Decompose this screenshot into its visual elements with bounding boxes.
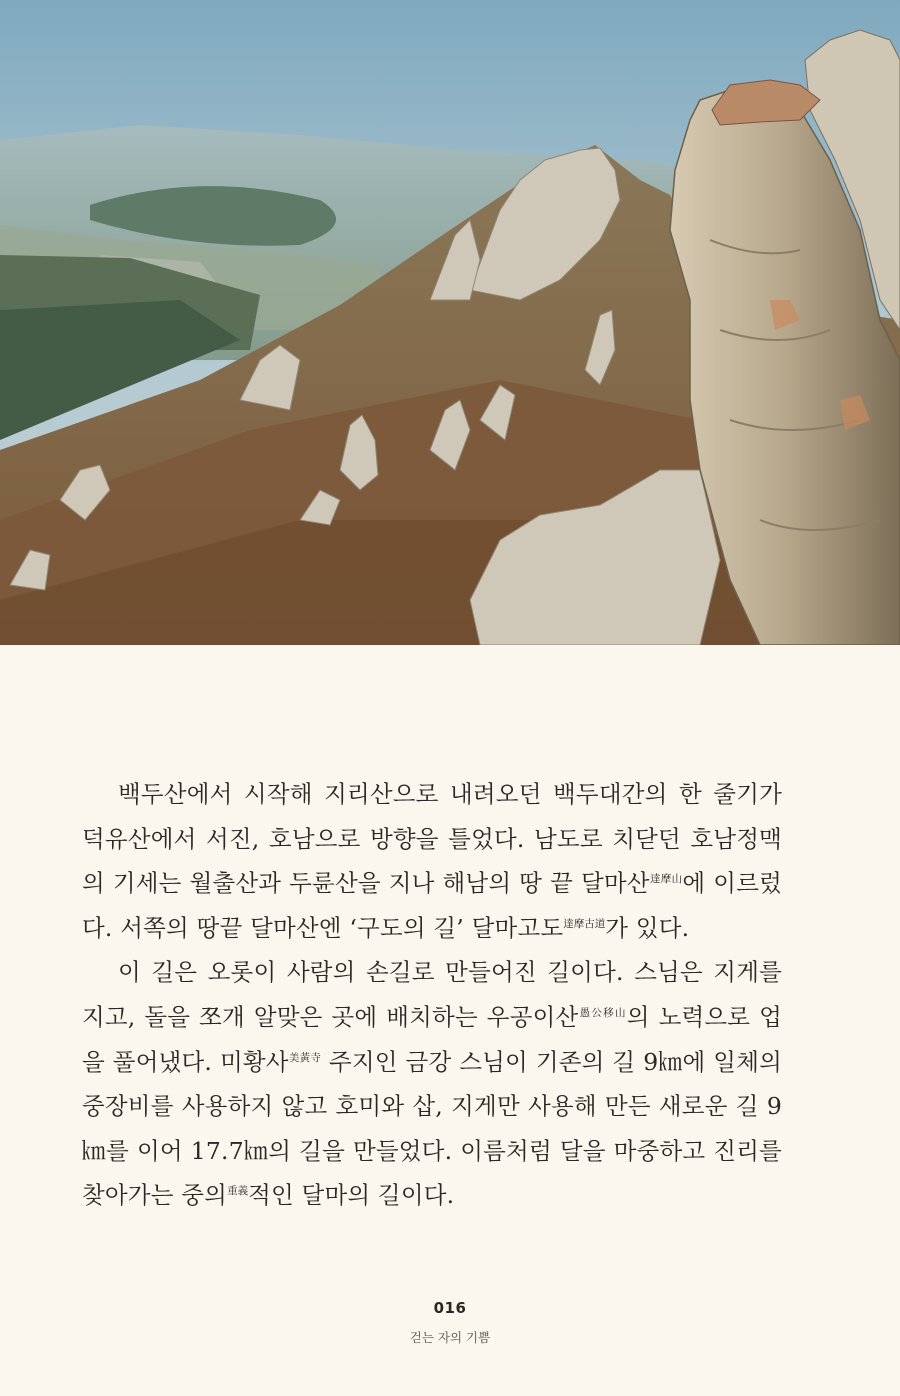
hanja-annotation: 重義 <box>227 1185 249 1198</box>
hanja-annotation: 達摩山 <box>649 873 683 886</box>
text-run: 백두산에서 시작해 지리산으로 내려오던 백두대간의 한 줄기가 덕유산에서 서진, 호남으로 방향을 틀었다. 남도로 치닫던 호남정맥의 기세는 월출산과 두륜산을 지나 해남의 땅 끝 달마산 <box>82 780 782 898</box>
text-run: 에 이르렀다. 서쪽의 땅끝 달마산엔 ‘구도의 길’ 달마고도 <box>82 869 783 942</box>
text-run: 이 길은 오롯이 사람의 손길로 만들어진 길이다. 스님은 지게를 지고, 돌을 쪼개 알맞은 곳에 배치하는 우공이산 <box>82 958 782 1031</box>
hanja-annotation: 達摩古道 <box>563 917 606 930</box>
running-title: 걷는 자의 기쁨 <box>409 1330 491 1345</box>
article-body <box>82 772 782 1218</box>
hanja-annotation: 美黃寺 <box>288 1051 322 1064</box>
text-run: 가 있다. <box>605 913 690 942</box>
paragraph-1 <box>82 772 782 950</box>
hanja-annotation: 愚公移山 <box>578 1006 627 1019</box>
text-run: 의 노력으로 업을 풀어냈다. 미황사 <box>82 1002 783 1076</box>
text-run: 주지인 금강 스님이 기존의 길 9㎞에 일체의 중장비를 사용하지 않고 호미와 삽, 지게만 사용해 만든 새로운 길 9㎞를 이어 17.7㎞의 길을 만들었다. 이름처럼 달을 마중하고 진리를 찾아가는 중의 <box>82 1047 783 1210</box>
paragraph-2 <box>82 950 782 1218</box>
page-number: 016 <box>433 1299 467 1317</box>
mountain-photo <box>0 0 900 645</box>
text-run: 적인 달마의 길이다. <box>248 1181 455 1210</box>
